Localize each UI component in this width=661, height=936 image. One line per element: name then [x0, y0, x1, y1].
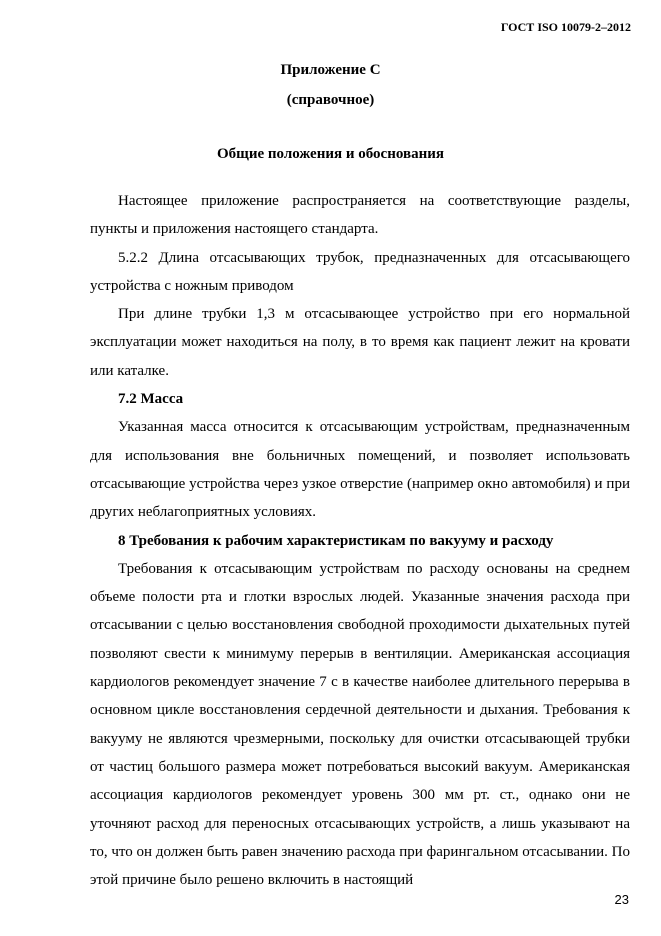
document-body [90, 187, 630, 894]
appendix-subtitle: (справочное) [286, 92, 375, 108]
tube-length-paragraph: При длине трубки 1,3 м отсасывающее устройство при его нормальной эксплуатации может находиться на полу, в то время как пациент лежит на кровати или каталке. [90, 306, 630, 379]
appendix-title: Приложение С [280, 62, 381, 78]
clause-8-heading: 8 Требования к рабочим характеристикам по вакууму и расходу [118, 532, 554, 549]
page-number: 23 [614, 892, 629, 907]
section-heading: Общие положения и обоснования [217, 146, 444, 162]
intro-paragraph: Настоящее приложение распространяется на соответствующие разделы, пункты и приложения настоящего стандарта. [90, 193, 630, 238]
mass-paragraph: Указанная масса относится к отсасывающим устройствам, предназначенным для использования вне больничных помещений, и позволяет использовать отсасывающие устройства через узкое отверстие (например окно автомобиля) и при других неблагоприятных условиях. [90, 419, 630, 521]
requirements-paragraph: Требования к отсасывающим устройствам по расходу основаны на среднем объеме полости рта и глотки взрослых людей. Указанные значения расхода при отсасывании с целью восстановления свободной проходимости дыхательных путей позволяют свести к минимуму перерыв в вентиляции. Американская ассоциация кардиологов рекомендует значение 7 с в качестве наиболее длительного перерыва в основном цикле восстановления сердечной деятельности и дыхания. Требования к вакууму не являются чрезмерными, поскольку для очистки отсасывающей трубки от частиц большого размера может потребоваться высокий вакуум. Американская ассоциация кардиологов рекомендует уровень 300 мм рт. ст., однако они не уточняют расход для переносных отсасывающих устройств, а лишь указывают на то, что он должен быть равен значению расхода при фарингальном отсасывании. По этой причине было решено включить в настоящий [90, 560, 630, 889]
document-code-header: ГОСТ ISO 10079-2–2012 [500, 20, 631, 34]
clause-7-2-heading: 7.2 Масса [118, 391, 184, 408]
clause-5-2-2-paragraph: 5.2.2 Длина отсасывающих трубок, предназначенных для отсасывающего устройства с ножным приводом [90, 249, 630, 294]
